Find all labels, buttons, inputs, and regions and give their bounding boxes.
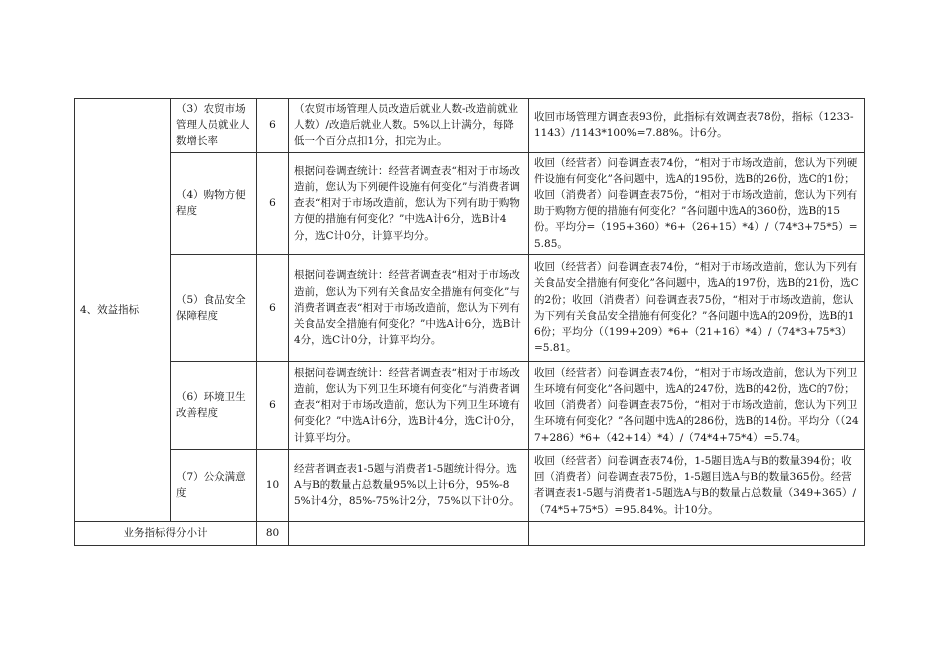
- subtotal-empty-desc: [529, 521, 865, 545]
- scoring-rule: 根据问卷调查统计：经营者调查表“相对于市场改造前，您认为下列有关食品安全措施有何变化”与消费者调查表“相对于市场改造前，您认为下列有关食品安全措施有何变化？”中选A计6分，选B计4分，选C计0分，计算平均分。: [289, 254, 529, 361]
- indicator-name: （3）农贸市场管理人员就业人数增长率: [171, 99, 257, 153]
- scoring-result: 收回（经营者）问卷调查表74份，1-5题目选A与B的数量394份；收回（消费者）问卷调查表75份，1-5题目选A与B的数量365份。经营者调查表1-5题与消费者1-5题选A与B的数量占总数量（349+365）/（74*5+75*5）=95.84%。计10分。: [529, 449, 865, 521]
- indicator-name: （7）公众满意度: [171, 449, 257, 521]
- indicator-score: 6: [257, 254, 289, 361]
- indicator-name: （5）食品安全保障程度: [171, 254, 257, 361]
- subtotal-empty-rule: [289, 521, 529, 545]
- subtotal-score: 80: [257, 521, 289, 545]
- scoring-result: 收回（经营者）问卷调查表74份，“相对于市场改造前，您认为下列有关食品安全措施有何变化”各问题中，选A的197份，选B的21份，选C的2份；收回（消费者）问卷调查表75份，“相对于市场改造前，您认为下列有关食品安全措施有何变化？”各问题中选A的209份，选B的16份；平均分（（199+209）*6+（21+16）*4）/（74*3+75*3）=5.81。: [529, 254, 865, 361]
- scoring-rule: 经营者调查表1-5题与消费者1-5题统计得分。选A与B的数量占总数量95%以上计6分，95%-85%计4分，85%-75%计2分，75%以下计0分。: [289, 449, 529, 521]
- table-row: [75, 254, 865, 361]
- category-cell: 4、效益指标: [75, 99, 171, 522]
- table-row: [75, 449, 865, 521]
- indicator-score: 6: [257, 152, 289, 254]
- table-row: [75, 152, 865, 254]
- indicator-score: 10: [257, 449, 289, 521]
- table-row: [75, 361, 865, 449]
- indicator-name: （6）环境卫生改善程度: [171, 361, 257, 449]
- scoring-rule: 根据问卷调查统计：经营者调查表“相对于市场改造前，您认为下列硬件设施有何变化”与消费者调查表“相对于市场改造前，您认为下列有助于购物方便的措施有何变化？”中选A计6分，选B计4分，选C计0分，计算平均分。: [289, 152, 529, 254]
- indicator-score: 6: [257, 361, 289, 449]
- table-row: [75, 99, 865, 153]
- scoring-result: 收回市场管理方调查表93份，此指标有效调查表78份，指标（1233-1143）/1143*100%=7.88%。计6分。: [529, 99, 865, 153]
- scoring-rule: （农贸市场管理人员改造后就业人数-改造前就业人数）/改造后就业人数。5%以上计满分，每降低一个百分点扣1分，扣完为止。: [289, 99, 529, 153]
- scoring-result: 收回（经营者）问卷调查表74份，“相对于市场改造前，您认为下列卫生环境有何变化”各问题中，选A的247份，选B的42份，选C的7份；收回（消费者）问卷调查表75份，“相对于市场改造前，您认为下列卫生环境有何变化？”各问题中选A的286份，选B的14份。平均分（（247+286）*6+（42+14）*4）/（74*4+75*4）=5.74。: [529, 361, 865, 449]
- indicator-score: 6: [257, 99, 289, 153]
- scoring-rule: 根据问卷调查统计：经营者调查表“相对于市场改造前，您认为下列卫生环境有何变化”与消费者调查表“相对于市场改造前，您认为下列卫生环境有何变化？”中选A计6分，选B计4分，选C计0分，计算平均分。: [289, 361, 529, 449]
- indicator-name: （4）购物方便程度: [171, 152, 257, 254]
- subtotal-row: [75, 521, 865, 545]
- indicator-table: [74, 98, 865, 546]
- scoring-result: 收回（经营者）问卷调查表74份，“相对于市场改造前，您认为下列硬件设施有何变化”各问题中，选A的195份，选B的26份，选C的1份；收回（消费者）问卷调查表75份，“相对于市场改造前，您认为下列有助于购物方便的措施有何变化？”各问题中选A的360份，选B的15份。平均分=（195+360）*6+（26+15）*4）/（74*3+75*5）=5.85。: [529, 152, 865, 254]
- subtotal-label: 业务指标得分小计: [75, 521, 257, 545]
